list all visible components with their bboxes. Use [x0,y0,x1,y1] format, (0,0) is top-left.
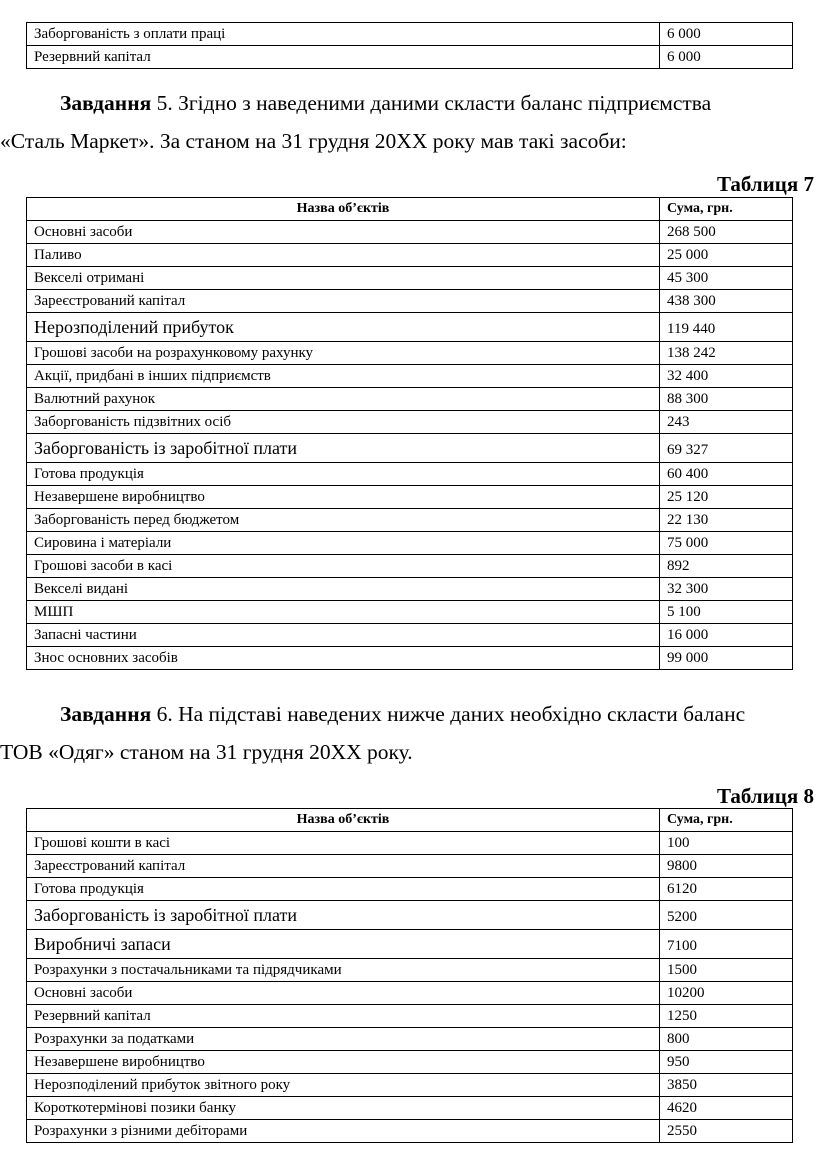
row-name: Резервний капітал [27,46,660,69]
table-header [27,809,793,832]
header-sum: Сума, грн. [660,198,793,221]
table-row [27,486,793,509]
row-value: 60 400 [660,463,793,486]
row-value: 99 000 [660,647,793,670]
table-row [27,901,793,930]
row-name: Грошові засоби на розрахунковому рахунку [27,342,660,365]
table7-caption: Таблиця 7 [716,172,814,196]
row-value: 100 [660,832,793,855]
row-value: 5 100 [660,601,793,624]
row-name: Зареєстрований капітал [27,855,660,878]
row-value: 950 [660,1051,793,1074]
table-row [27,1097,793,1120]
row-name: Незавершене виробництво [27,1051,660,1074]
table-row [27,342,793,365]
row-name: Заборгованість із заробітної плати [27,901,660,930]
row-value: 7100 [660,930,793,959]
table-row [27,46,793,69]
table-row [27,1074,793,1097]
table-row [27,878,793,901]
row-value: 25 120 [660,486,793,509]
table-row [27,832,793,855]
header-name: Назва об’єктів [27,809,660,832]
row-value: 892 [660,555,793,578]
row-name: Запасні частини [27,624,660,647]
table-row [27,555,793,578]
task5-line1 [60,90,711,116]
row-value: 1250 [660,1005,793,1028]
row-name: Грошові кошти в касі [27,832,660,855]
table-row [27,959,793,982]
table-row [27,509,793,532]
row-name: Заборгованість з оплати праці [27,23,660,46]
row-name: Незавершене виробництво [27,486,660,509]
task5-line2: «Сталь Маркет». За станом на 31 грудня 20ХХ року мав такі засоби: [0,129,627,153]
row-name: Готова продукція [27,878,660,901]
table-row [27,1028,793,1051]
row-value: 75 000 [660,532,793,555]
row-value: 243 [660,411,793,434]
row-value: 16 000 [660,624,793,647]
row-value: 10200 [660,982,793,1005]
task-label: Завдання [60,91,152,115]
table-header [27,198,793,221]
row-name: Акції, придбані в інших підприємств [27,365,660,388]
table-row [27,221,793,244]
row-value: 32 300 [660,578,793,601]
table-row [27,532,793,555]
row-name: Векселі видані [27,578,660,601]
row-value: 6 000 [660,46,793,69]
row-name: Розрахунки з різними дебіторами [27,1120,660,1143]
row-name: Валютний рахунок [27,388,660,411]
task-text: 5. Згідно з наведеними даними скласти баланс підприємства [151,91,712,115]
table-row [27,930,793,959]
row-name: Виробничі запаси [27,930,660,959]
row-name: МШП [27,601,660,624]
row-name: Нерозподілений прибуток звітного року [27,1074,660,1097]
row-name: Основні засоби [27,221,660,244]
table-row [27,434,793,463]
row-value: 25 000 [660,244,793,267]
row-name: Розрахунки з постачальниками та підрядчиками [27,959,660,982]
table-row [27,1005,793,1028]
task-label: Завдання [60,702,152,726]
row-value: 2550 [660,1120,793,1143]
table-row [27,290,793,313]
row-value: 22 130 [660,509,793,532]
row-value: 6120 [660,878,793,901]
table-row [27,982,793,1005]
row-value: 6 000 [660,23,793,46]
row-name: Короткотермінові позики банку [27,1097,660,1120]
row-value: 138 242 [660,342,793,365]
table8-caption: Таблиця 8 [716,784,814,808]
task6-line2: ТОВ «Одяг» станом на 31 грудня 20ХХ року. [0,740,413,764]
row-value: 268 500 [660,221,793,244]
row-value: 4620 [660,1097,793,1120]
table-row [27,244,793,267]
table-row [27,624,793,647]
row-value: 32 400 [660,365,793,388]
header-sum: Сума, грн. [660,809,793,832]
table-row [27,365,793,388]
row-name: Знос основних засобів [27,647,660,670]
row-name: Розрахунки за податками [27,1028,660,1051]
row-value: 119 440 [660,313,793,342]
header-name: Назва об’єктів [27,198,660,221]
row-value: 3850 [660,1074,793,1097]
table-row [27,601,793,624]
row-value: 69 327 [660,434,793,463]
table-row [27,23,793,46]
row-value: 45 300 [660,267,793,290]
row-name: Сировина і матеріали [27,532,660,555]
table-row [27,267,793,290]
table-row [27,411,793,434]
row-name: Резервний капітал [27,1005,660,1028]
table-row [27,647,793,670]
row-name: Основні засоби [27,982,660,1005]
row-name: Заборгованість перед бюджетом [27,509,660,532]
row-name: Готова продукція [27,463,660,486]
row-value: 9800 [660,855,793,878]
row-value: 88 300 [660,388,793,411]
row-value: 800 [660,1028,793,1051]
row-value: 1500 [660,959,793,982]
row-name: Векселі отримані [27,267,660,290]
task-text: 6. На підставі наведених нижче даних необхідно скласти баланс [151,702,746,726]
task6-line1 [60,701,745,727]
table-row [27,313,793,342]
table-row [27,855,793,878]
table7 [26,197,793,670]
table-row [27,578,793,601]
row-name: Заборгованість підзвітних осіб [27,411,660,434]
row-name: Нерозподілений прибуток [27,313,660,342]
row-value: 5200 [660,901,793,930]
row-value: 438 300 [660,290,793,313]
table-row [27,388,793,411]
row-name: Зареєстрований капітал [27,290,660,313]
table-row [27,463,793,486]
table-row [27,1051,793,1074]
row-name: Грошові засоби в касі [27,555,660,578]
table-previous [26,22,793,69]
table-row [27,1120,793,1143]
row-name: Заборгованість із заробітної плати [27,434,660,463]
table8 [26,808,793,1143]
row-name: Паливо [27,244,660,267]
